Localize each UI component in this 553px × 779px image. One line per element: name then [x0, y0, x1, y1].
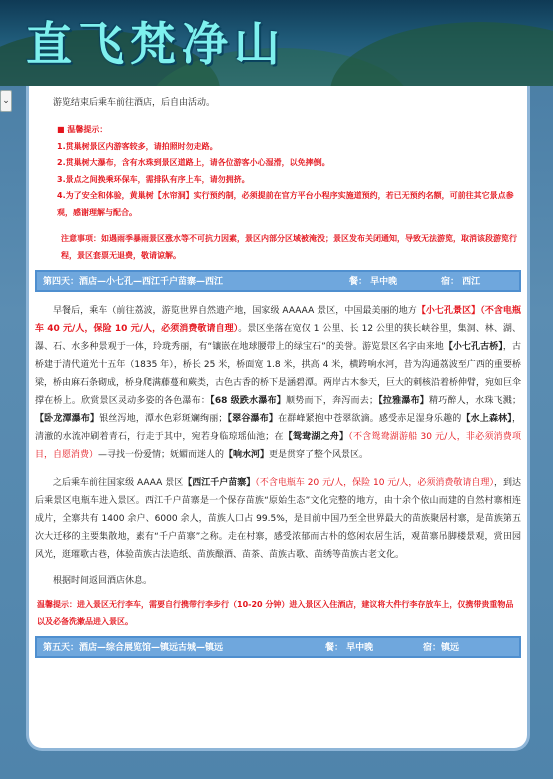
day4-paragraph-3: 根据时间返回酒店休息。 [53, 575, 153, 586]
highlight-span: 【卧龙潭瀑布】 [35, 413, 100, 424]
highlight-span: 【水上森林】 [461, 413, 512, 424]
banner-hill [330, 22, 553, 86]
banner-title: 直飞梵净山 [26, 17, 286, 71]
notice-block [35, 122, 521, 222]
highlight-span: 【拉雅瀑布】 [377, 395, 430, 406]
highlight-span: 【68 级跌水瀑布】 [210, 395, 287, 406]
notice-extra: 注意事项：如遇雨季暴雨景区涨水等不可抗力因素，景区内部分区域被淹没；景区发布关闭通知，导致无法游览，取消该段游览行程，景区套票无退费，敬请谅解。 [61, 233, 517, 260]
highlight-span: （不含鸳鸯湖游船 30 元/人，非必须消费项目，自愿消费） [35, 431, 521, 460]
header-banner [0, 0, 553, 86]
notice-item: 4.为了安全和体验，黄巢树【水帘洞】实行预约制，必须提前在官方平台小程序实施道预约，若已无预约名额，可前往其它景点参观，感谢理解与配合。 [57, 191, 514, 217]
text-span: 更是贯穿了整个风景区。 [269, 449, 369, 460]
day5-stay: 宿：镇远 [423, 643, 460, 654]
intro-text: 游览结束后乘车前往酒店，后自由活动。 [53, 98, 216, 108]
text-span: ，清澈的水流冲刷着青石，行走于其中，宛若身临琼瑶仙池；在 [35, 413, 521, 442]
chevron-down-icon: ⌄ [2, 96, 10, 106]
text-span: 之后乘车前往国家级 AAAA 景区 [53, 477, 184, 488]
highlight-span: 【翠谷瀑布】 [227, 413, 279, 424]
day4-paragraph-1 [35, 302, 521, 464]
text-span: 顺势而下，奔泻而去； [286, 395, 378, 406]
text-span: ，到达后乘景区电瓶车进入景区。西江千户苗寨是一个保存苗族“原始生态”文化完整的地方，由十余个依山而建的自然村寨相连成片，全寨共有 1400 余户、6000 余人，苗族人口占 99.5%，是目前中国乃至全世界最大的苗族聚居村寨，是苗族第五次大迁移的主要集散地，素有“千户苗寨”之称。走在村寨，感受浓郁而古朴的悠闲农居生活，观苗寨吊脚楼景观，赏田园风光，逛璀歌古巷，体验苗族古法造纸、苗族酿酒、苗茶、苗族古歌、苗绣等苗族古老文化。 [35, 477, 521, 560]
text-span: 。景区坐落在宽仅 1 公里、长 12 公里的狭长峡谷里，集洞、林、湖、瀑、石、水多种景观于一体，玲珑秀丽，有“镶嵌在地球腰带上的绿宝石”的美誉。游览景区名字由来地 [35, 323, 521, 352]
highlight-span: 【鸳鸯湖之舟】 [283, 431, 349, 442]
day4-tip: 温馨提示：进入景区无行李车，需要自行携带行李步行（10-20 分钟）进入景区入住酒店，建议将大件行李存放车上，仅携带贵重物品以及必备洗漱品进入景区。 [37, 599, 514, 626]
highlight-span: 【西江千户苗寨】 [183, 477, 256, 488]
day5-meal: 餐： 早中晚 [325, 643, 374, 654]
text-span: 在群峰紧抱中苍翠欲滴。感受赤足湿身乐趣的 [278, 413, 462, 424]
day5-title: 第五天：酒店—综合展览馆—镇远古城—镇远 [43, 643, 224, 654]
text-span: 早餐后，乘车（前往荔波，游览世界自然遗产地，国家级 AAAAA 景区，中国最美丽的地方 [53, 305, 417, 316]
notice-heading: ■ 温馨提示： [57, 125, 108, 134]
notice-item: 3.景点之间换乘环保车，需排队有序上车，请勿拥挤。 [57, 174, 250, 184]
side-toggle-button[interactable] [0, 90, 12, 112]
day4-stay: 宿： 西江 [441, 277, 481, 288]
text-span: 精巧醉人，水珠飞溅； [429, 395, 521, 406]
day4-header [35, 270, 521, 292]
day4-title: 第四天：酒店—小七孔—西江千户苗寨—西江 [43, 277, 224, 288]
highlight-span: 【小七孔景区】（不含电瓶车 40 元/人，保险 10 元/人，必须消费敬请自理） [35, 305, 521, 334]
notice-item: 2.贯巢树大瀑布，含有水珠到景区道路上，请各位游客小心湿滑，以免摔倒。 [57, 158, 330, 168]
highlight-span: （不含电瓶车 20 元/人，保险 10 元/人，必须消费敬请自理） [255, 477, 494, 488]
notice-item: 1.贯巢树景区内游客较多，请拍照时勿走路。 [57, 141, 218, 151]
day5-header [35, 636, 521, 658]
text-span: 银丝泻地，潭水色彩斑斓绚丽； [99, 413, 228, 424]
text-span: ，古桥建于清代道光十五年（1835 年），桥长 25 米，桥面宽 1.8 米，拱高 4 米，横跨响水河，昔为沟通荔波至广西的重要桥梁，桥由麻石条砌成，桥身爬满藤蔓和蕨类，古色古香的桥下是涵碧潭。两岸古木参天，巨大的刺核沿着桥伸臂，宛如巨伞撑在桥上。欣赏景区灵动多姿的各色瀑布： [35, 341, 522, 406]
day4-paragraph-2 [35, 474, 521, 564]
text-span: —寻找一份爱情；妩媚而迷人的 [98, 449, 225, 460]
itinerary-card [26, 86, 530, 751]
day4-meal: 餐： 早中晚 [349, 277, 398, 288]
highlight-span: 【响水河】 [224, 449, 270, 460]
highlight-span: 【小七孔古桥】 [443, 341, 503, 352]
